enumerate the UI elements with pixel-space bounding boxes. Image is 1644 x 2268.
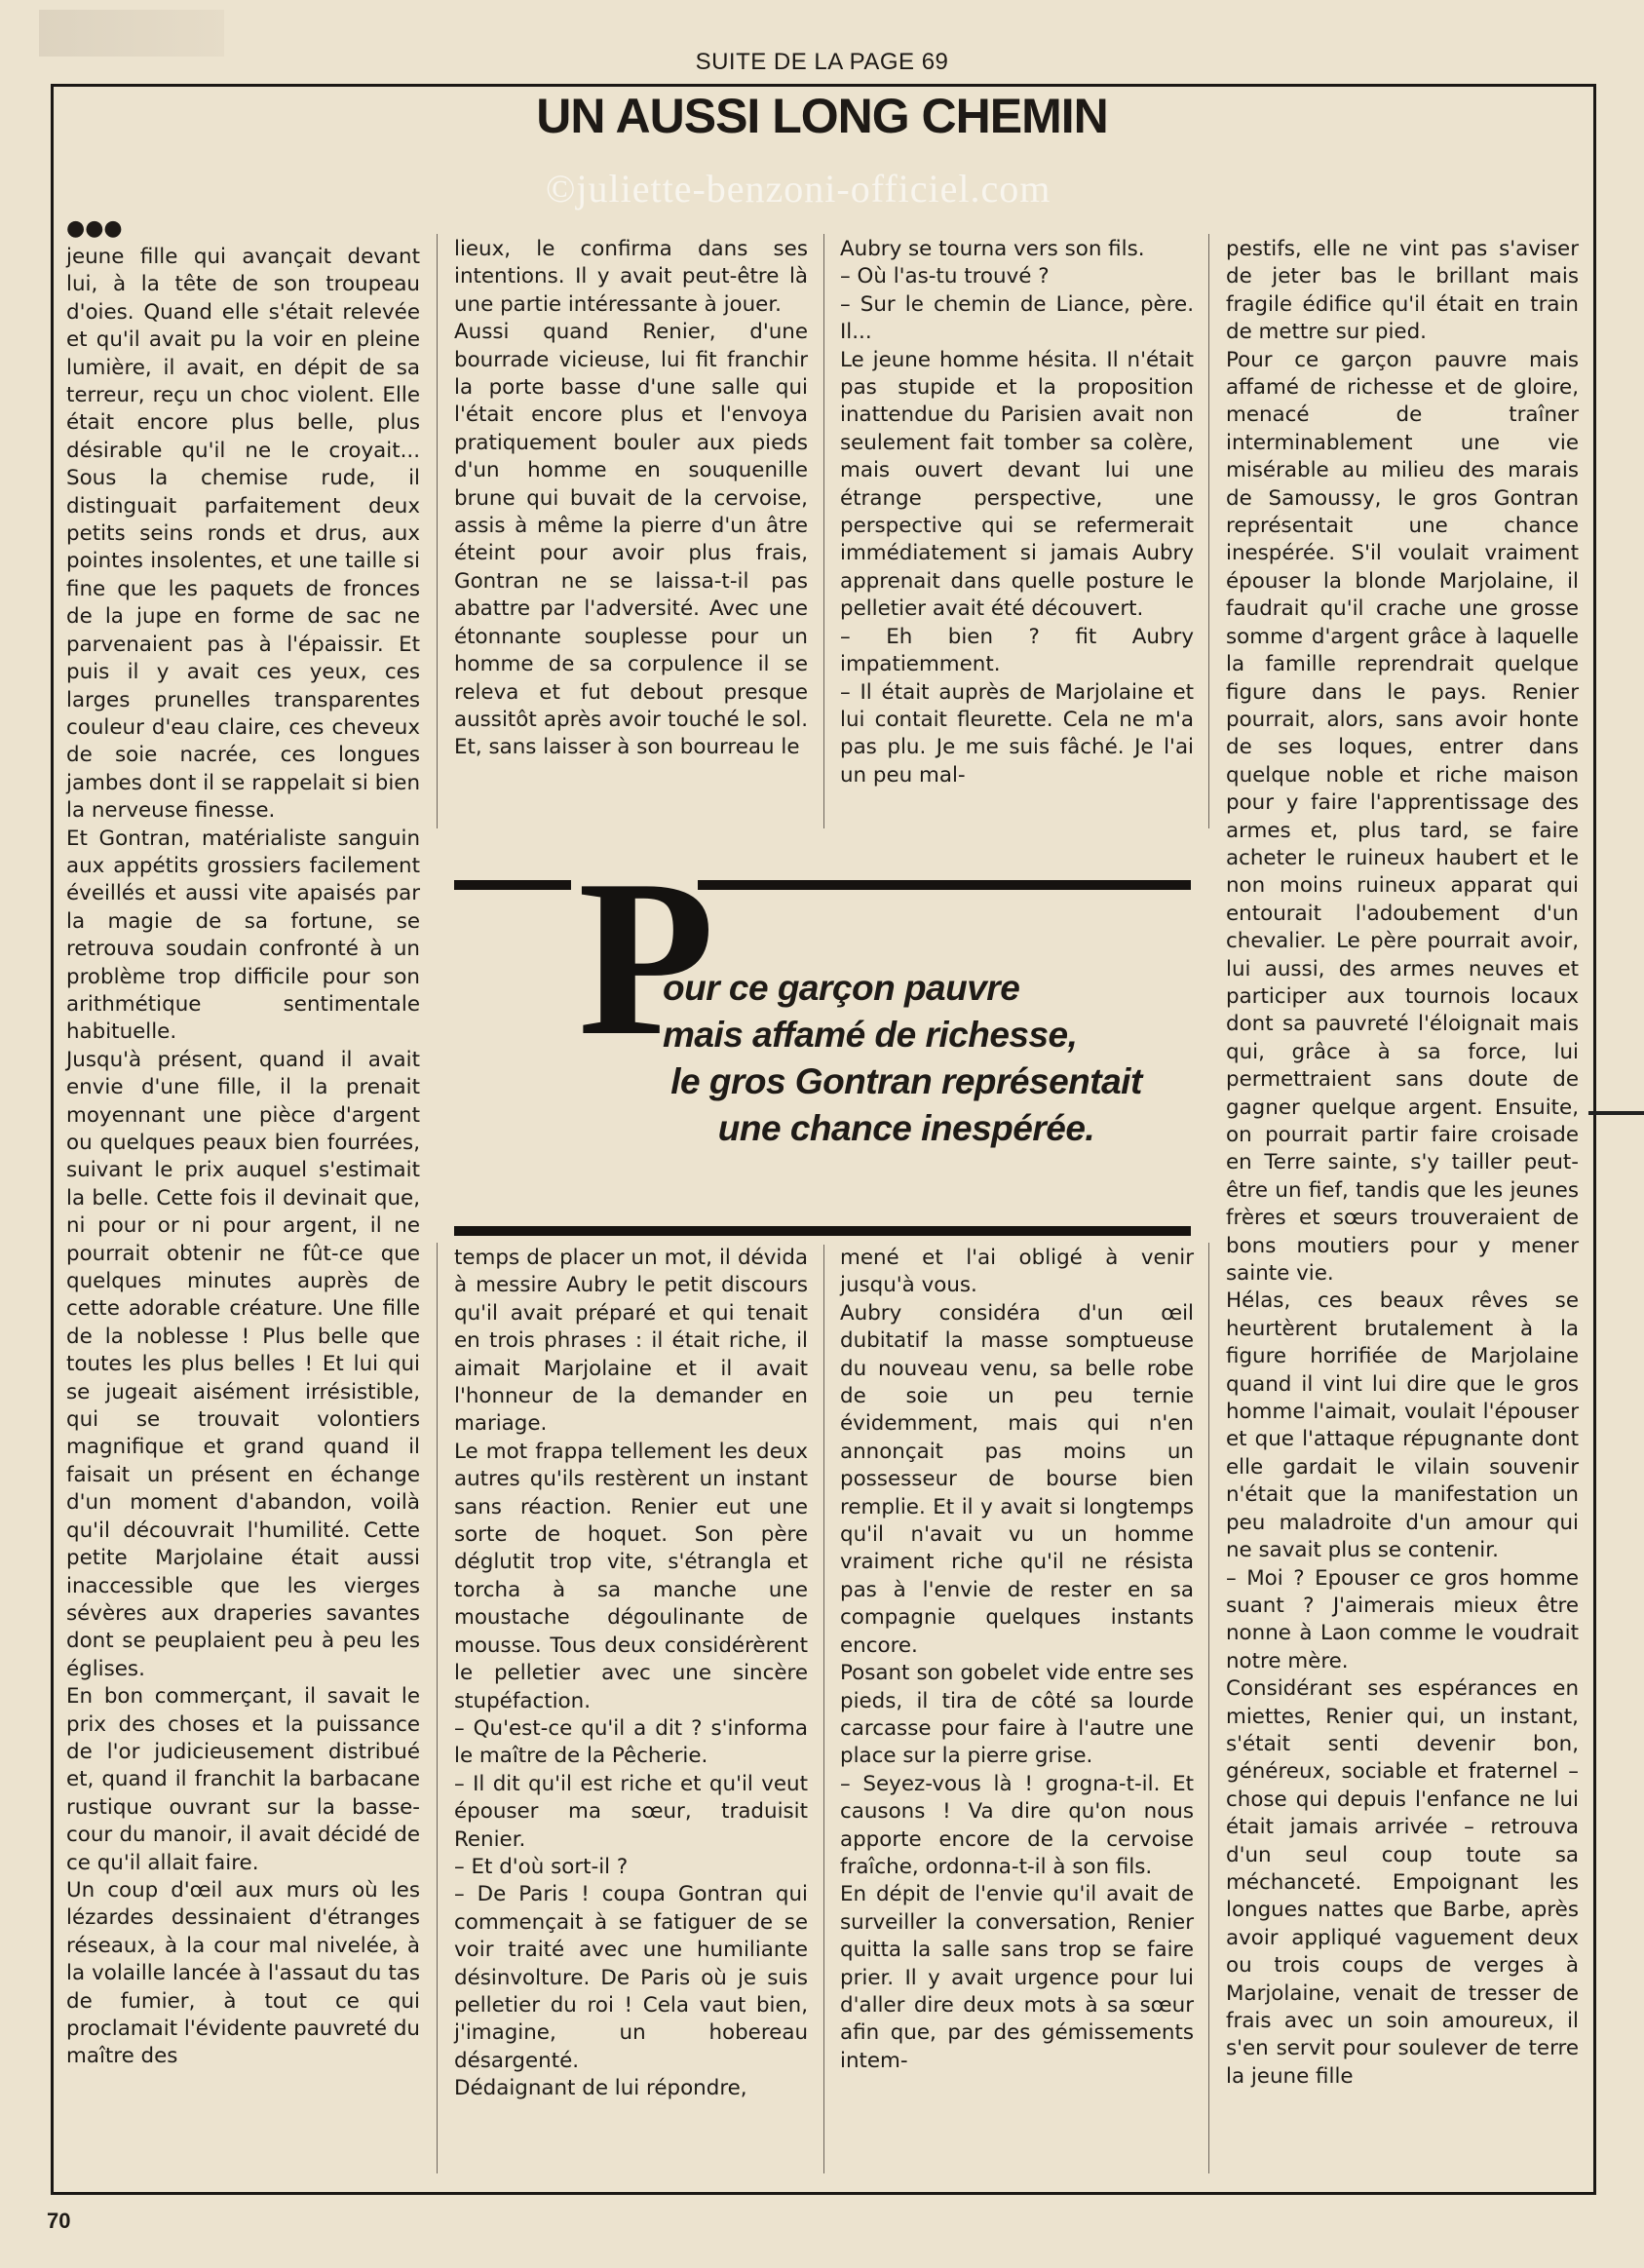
column-2-bottom [454,1245,808,2171]
paragraph: Jusqu'à présent, quand il avait envie d'une fille, il la prenait moyennant une pièce d'argent ou quelques peaux bien fourrées, suivant le prix auquel s'estimait la belle. Cette fois il devinait que, ni pour or ni pour argent, il ne pourrait obtenir ne fût-ce que quelques minutes auprès de cette adorable créature. Une fille de la noblesse ! Plus belle que toutes les plus belles ! Et lui qui se jugeait aisément irrésistible, qui se trouvait volontiers magnifique et grand quand il faisait un présent en échange d'un moment d'abandon, voilà qu'il découvrait l'humilité. Cette petite Marjolaine était aussi inaccessible que les vierges sévères aux draperies savantes dont se peuplaient peu à peu les églises. [66,1047,420,1681]
page-edge-mark [1588,1111,1644,1115]
column-3-bottom [840,1245,1194,2171]
paragraph: Considérant ses espérances en miettes, Renier qui, un instant, s'était senti devenir bon, généreux, sociable et fraternel – chose qui depuis l'enfance ne lui était jamais arrivée – retrouva d'un seul coup toute sa méchanceté. Empoignant les longues nattes que Barbe, après avoir appliqué vaguement deux ou trois coups de verges à Marjolaine, venait de tresser de frais avec un soin amoureux, il s'en servit pour soulever de terre la jeune fille [1226,1676,1579,2089]
paragraph: Hélas, ces beaux rêves se heurtèrent brutalement à la figure horrifiée de Marjolaine quand il vint lui dire que le gros homme l'aimait, voulait l'épouser et que l'attaque répugnante dont elle gardait le vilain souvenir n'était que la manifestation un peu maladroite d'un amour qui ne savait plus se contenir. [1226,1288,1579,1563]
paragraph: – Moi ? Epouser ce gros homme suant ? J'aimerais mieux être nonne à Laon comme le voudrait notre mère. [1226,1565,1579,1673]
paragraph: En dépit de l'envie qu'il avait de surveiller la conversation, Renier quitta la salle sans trop se faire prier. Il y avait urgence pour lui d'aller dire deux mots à sa sœur afin que, par des gémissements intem- [840,1882,1194,2073]
page-number: 70 [47,2209,71,2233]
paragraph: jeune fille qui avançait devant lui, à la tête de son troupeau d'oies. Quand elle s'était relevée et qu'il avait pu la voir en pleine lumière, il avait, en dépit de sa terreur, reçu un choc violent. Elle était encore plus belle, plus désirable qu'il ne le croyait... Sous la chemise rude, il distinguait parfaitement deux petits seins ronds et drus, aux pointes insolentes, et une taille si fine que les paquets de fronces de la jupe en forme de sac ne parvenaient pas à l'épaissir. Et puis il y avait ces yeux, ces larges prunelles transparentes couleur d'eau claire, ces cheveux de soie nacrée, ces longues jambes dont il se rappelait si bien la nerveuse finesse. [66,245,420,824]
paragraph: Le jeune homme hésita. Il n'était pas stupide et la proposition inattendue du Parisien avait non seulement fait tomber sa colère, mais ouvert devant lui une étrange perspective, une perspective qui se refermerait immédiatement si jamais Aubry apprenait dans quelle posture le pelletier avait été découvert. [840,347,1194,622]
paragraph: Posant son gobelet vide entre ses pieds, il tira de côté sa lourde carcasse pour faire à l'autre une place sur la pierre grise. [840,1661,1194,1769]
column-rule [823,234,824,838]
column-3-top [840,236,1194,840]
paragraph: Aussi quand Renier, d'une bourrade vicieuse, lui fit franchir la porte basse d'une salle qui l'était encore plus et l'envoya pratiquement bouler aux pieds d'un homme en souquenille brune qui buvait de la cervoise, assis à même la pierre d'un âtre éteint pour avoir plus frais, Gontran ne se laissa-t-il pas abattre par l'adversité. Avec une étonnante souplesse pour un homme de sa corpulence il se releva et fut debout presque aussitôt après avoir touché le sol. Et, sans laisser à son bourreau le [454,320,808,760]
pull-quote-rule-top [698,880,1191,890]
continuation-dots: ●●● [66,216,123,241]
paragraph: pestifs, elle ne vint pas s'aviser de jeter bas le brillant mais fragile édifice qu'il était en train de mettre sur pied. [1226,237,1579,345]
pull-quote [624,965,1189,1152]
pull-quote-drop-cap: P [578,833,715,1082]
paragraph: Pour ce garçon pauvre mais affamé de richesse et de gloire, menacé de traîner interminablement une vie misérable au milieu des marais de Samoussy, le gros Gontran représentait une chance inespérée. S'il voulait vraiment épouser la blonde Marjolaine, il faudrait qu'il crache une grosse somme d'argent grâce à laquelle la famille reprendrait quelque figure dans le pays. Renier pourrait, alors, sans avoir honte de ses loques, entrer dans quelque noble et riche maison pour y faire l'apprentissage des armes et, plus tard, se faire acheter le ruineux haubert et le non moins ruineux apparat qui entourait l'adoubement d'un chevalier. Le père pourrait avoir, lui aussi, des armes neuves et participer aux tournois locaux dont sa pauvreté l'éloignait mais qui, grâce à sa force, lui permettraient sans doute de gagner quelque argent. Ensuite, on pourrait partir faire croisade en Terre sainte, s'y tailler peut-être un fief, tandis que les jeunes frères et sœurs trouveraient de bons moutiers pour y mener sainte vie. [1226,347,1579,1287]
pull-quote-line: our ce garçon pauvre [663,968,1020,1008]
paragraph: – Seyez-vous là ! grogna-t-il. Et causons ! Va dire qu'on nous apporte encore de la cervoise fraîche, ordonna-t-il à son fils. [840,1771,1194,1879]
paragraph: – De Paris ! coupa Gontran qui commençait à se fatiguer de se voir traité avec une humiliante désinvolture. De Paris où je suis pelletier du roi ! Cela vaut bien, j'imagine, un hobereau désargenté. [454,1882,808,2073]
pull-quote-line: mais affamé de richesse, [663,1015,1078,1055]
paragraph: – Où l'as-tu trouvé ? [840,264,1050,289]
paragraph: Le mot frappa tellement les deux autres qu'ils restèrent un instant sans réaction. Renier eut une sorte de hoquet. Son père déglutit trop vite, s'étrangla et torcha à sa manche une moustache dégoulinante de mousse. Tous deux considérèrent le pelletier avec une sincère stupéfaction. [454,1439,808,1713]
paragraph: Dédaignant de lui répondre, [454,2076,747,2101]
paragraph: Un coup d'œil aux murs où les lézardes dessinaient d'étranges réseaux, à la cour mal nivelée, à la volaille lancée à l'assaut du tas de fumier, à tout ce qui proclamait l'évidente pauvreté du maître des [66,1877,420,2069]
paragraph: Aubry considéra d'un œil dubitatif la masse somptueuse du nouveau venu, sa belle robe de soie un peu ternie évidemment, mais qui n'en annonçait pas moins un possesseur de bourse bien remplie. Et il y avait si longtemps qu'il n'avait vu un homme vraiment riche qu'il ne résista pas à l'envie de rester en sa compagnie quelques instants encore. [840,1300,1194,1658]
paragraph: temps de placer un mot, il dévida à messire Aubry le petit discours qu'il avait préparé et qui tenait en trois phrases : il était riche, il aimait Marjolaine et il avait l'honneur de la demander en mariage. [454,1246,808,1437]
column-rule [823,1245,824,2173]
paragraph: – Sur le chemin de Liance, père. Il... [840,291,1194,345]
paragraph: mené et l'ai obligé à venir jusqu'à vous. [840,1246,1194,1298]
watermark: ©juliette-benzoni-officiel.com [546,167,1051,211]
paragraph: Aubry se tourna vers son fils. [840,237,1145,261]
pull-quote-line: le gros Gontran représentait [670,1061,1142,1101]
paragraph: – Et d'où sort-il ? [454,1854,629,1879]
paragraph: lieux, le confirma dans ses intentions. Il y avait peut-être là une partie intéressante à jouer. [454,237,808,317]
paragraph: – Il était auprès de Marjolaine et lui contait fleurette. Cela ne m'a pas plu. Je me suis fâché. Je l'ai un peu mal- [840,679,1194,788]
paragraph: – Qu'est-ce qu'il a dit ? s'informa le maître de la Pêcherie. [454,1715,808,1769]
paragraph: En bon commerçant, il savait le prix des choses et la puissance de l'or judicieusement distribué et, quand il franchit la barbacane rustique ouvrant sur la basse-cour du manoir, il avait décidé de ce qu'il allait faire. [66,1684,420,1875]
article-title: UN AUSSI LONG CHEMIN [536,89,1108,143]
paragraph: Et Gontran, matérialiste sanguin aux appétits grossiers facilement éveillés et aussi vite apaisés par la magie de sa fortune, se retrouva soudain confronté à un problème trop difficile pour son arithmétique sentimentale habituelle. [66,826,420,1045]
paragraph: – Il dit qu'il est riche et qu'il veut épouser ma sœur, traduisit Renier. [454,1771,808,1852]
column-2-top [454,236,808,840]
paragraph: – Eh bien ? fit Aubry impatiemment. [840,624,1194,677]
continuation-note: SUITE DE LA PAGE 69 [695,49,949,75]
column-1 [66,244,420,2173]
column-4 [1226,236,1579,2175]
pull-quote-rule-top [454,880,571,890]
pull-quote-rule-bottom [454,1226,1191,1236]
pull-quote-line: une chance inespérée. [717,1108,1095,1148]
